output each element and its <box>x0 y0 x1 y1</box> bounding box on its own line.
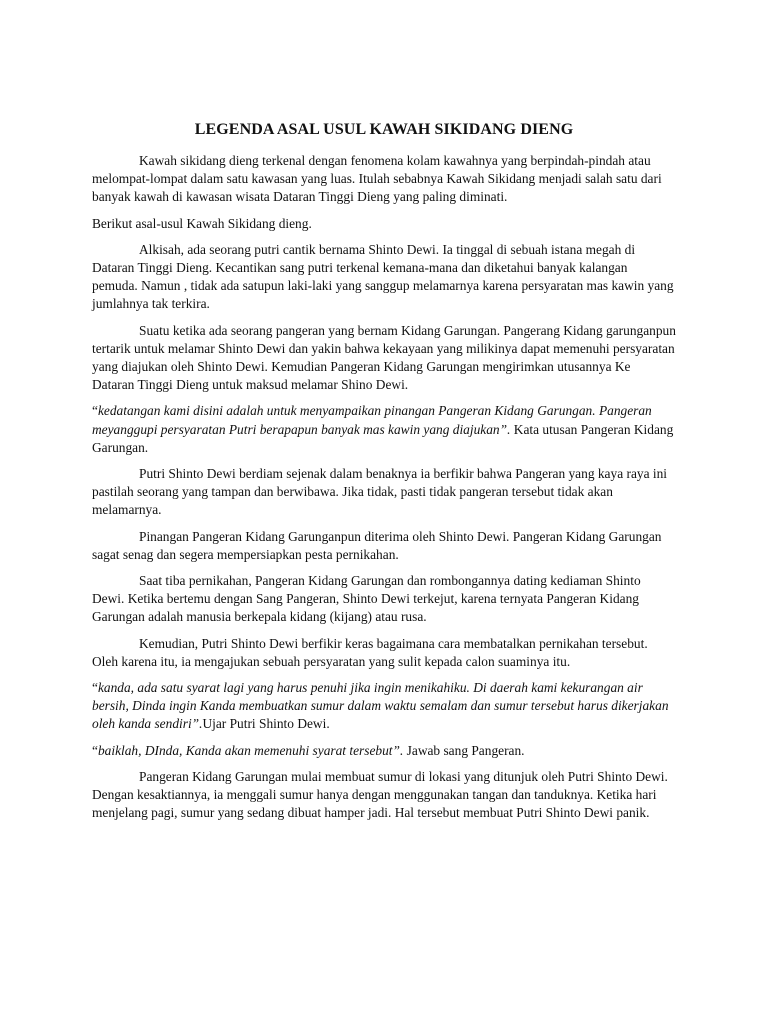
paragraph-4: Suatu ketika ada seorang pangeran yang bernam Kidang Garungan. Pangerang Kidang garunganpun tertarik untuk melamar Shinto Dewi dan yakin bahwa kekayaan yang milikinya dapat memenuhi persyaratan yang diajukan oleh Shinto Dewi. Kemudian Pangeran Kidang Garungan mengirimkan utusannya Ke Dataran Tinggi Dieng untuk maksud melamar Shino Dewi. <box>92 322 676 393</box>
quote-attribution: Kata utusan Pangeran Kidang Garungan. <box>92 421 674 455</box>
paragraph-5: Putri Shinto Dewi berdiam sejenak dalam benaknya ia berfikir bahwa Pangeran yang kaya raya ini pastilah seorang yang tampan dan berwibawa. Jika tidak, pasti tidak pangeran tersebut tidak akan melamarnya. <box>92 466 668 518</box>
paragraph-7: Saat tiba pernikahan, Pangeran Kidang Garungan dan rombongannya dating kediaman Shinto Dewi. Ketika bertemu dengan Sang Pangeran, Shinto Dewi terkejut, karena ternyata Pangeran Kidang Garungan adalah manusia berkepala kidang (kijang) atau rusa. <box>92 573 641 625</box>
quote-open-mark: “ <box>92 680 98 696</box>
paragraph-3: Alkisah, ada seorang putri cantik bernama Shinto Dewi. Ia tinggal di sebuah istana megah di Dataran Tinggi Dieng. Kecantikan sang putri terkenal kemana-mana dan diketahui banyak kalangan pemuda. Namun , tidak ada satupun laki-laki yang sanggup melamarnya karena persyaratan mas kawin yang jumlahnya tak terkira. <box>92 241 674 312</box>
quote-text: kedatangan kami disini adalah untuk menyampaikan pinangan Pangeran Kidang Garungan. Pangeran meyanggupi persyaratan Putri berapapun banyak mas kawin yang diajukan”. <box>92 403 652 437</box>
quote-paragraph-2 <box>92 679 676 734</box>
quote-attribution: Ujar Putri Shinto Dewi. <box>202 716 330 732</box>
document-title: LEGENDA ASAL USUL KAWAH SIKIDANG DIENG <box>194 121 574 138</box>
paragraph-2: Berikut asal-usul Kawah Sikidang dieng. <box>92 215 312 231</box>
quote-open-mark: “ <box>92 742 98 758</box>
quote-attribution: Jawab sang Pangeran. <box>403 742 525 758</box>
paragraph-1: Kawah sikidang dieng terkenal dengan fenomena kolam kawahnya yang berpindah-pindah atau melompat-lompat dalam satu kawasan yang luas. Itulah sebabnya Kawah Sikidang menjadi salah satu dari banyak kawah di kawasan wisata Dataran Tinggi Dieng yang paling diminati. <box>92 153 662 205</box>
quote-open-mark: “ <box>92 403 98 419</box>
quote-paragraph-3 <box>92 742 676 760</box>
quote-paragraph-1 <box>92 402 676 457</box>
paragraph-9: Pangeran Kidang Garungan mulai membuat sumur di lokasi yang ditunjuk oleh Putri Shinto Dewi. Dengan kesaktiannya, ia menggali sumur hanya dengan menggunakan tangan dan tanduknya. Ketika hari menjelang pagi, sumur yang sedang dibuat hamper jadi. Hal tersebut membuat Putri Shinto Dewi panik. <box>92 768 668 821</box>
quote-text: kanda, ada satu syarat lagi yang harus penuhi jika ingin menikahiku. Di daerah kami kekurangan air bersih, Dinda ingin Kanda membuatkan sumur dalam waktu semalam dan sumur tersebut harus dikerjakan oleh kanda sendiri”. <box>92 680 669 732</box>
paragraph-6: Pinangan Pangeran Kidang Garunganpun diterima oleh Shinto Dewi. Pangeran Kidang Garungan sagat senag dan segera mempersiapkan pesta pernikahan. <box>92 528 662 562</box>
quote-text: baiklah, DInda, Kanda akan memenuhi syarat tersebut”. <box>97 742 404 758</box>
paragraph-8: Kemudian, Putri Shinto Dewi berfikir keras bagaimana cara membatalkan pernikahan tersebut. Oleh karena itu, ia mengajukan sebuah persyaratan yang sulit kepada calon suaminya itu. <box>92 635 648 669</box>
document-page <box>92 120 676 831</box>
